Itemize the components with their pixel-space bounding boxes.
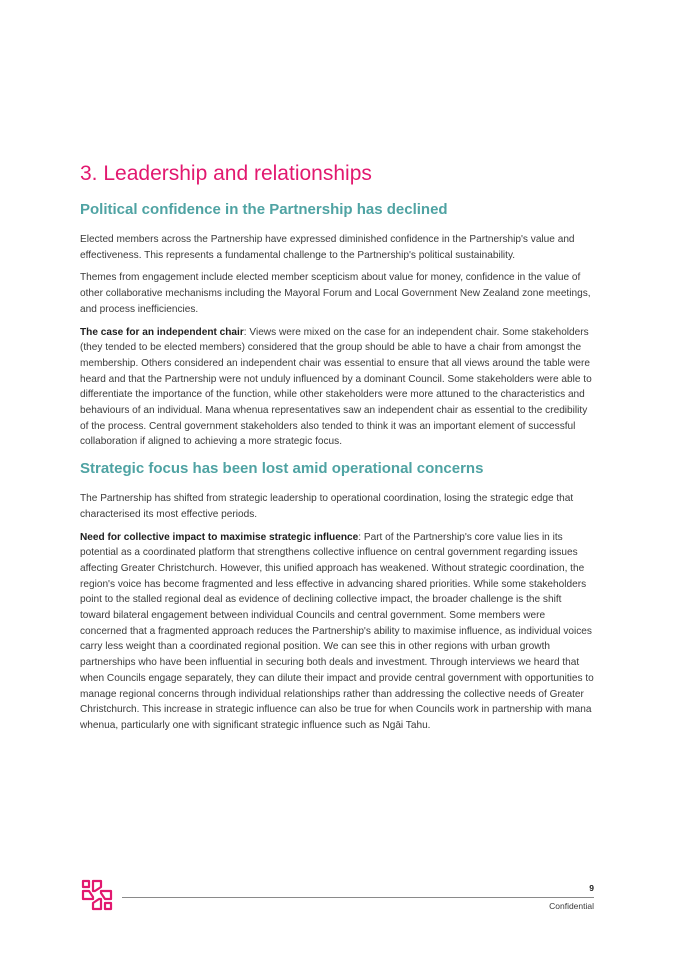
section-title: 3. Leadership and relationships [80,162,372,185]
partnership-logo-icon [80,878,114,912]
independent-chair-paragraph [80,325,594,451]
footer-divider [122,897,594,898]
strategic-paragraph-1: The Partnership has shifted from strategic leadership to operational coordination, losing the strategic edge that characterised its most effective periods. [80,493,574,520]
collective-impact-lead: Need for collective impact to maximise strategic influence [80,531,359,543]
page-number: 9 [589,883,594,893]
page-content [80,160,594,741]
confidential-label: Confidential [549,901,594,911]
collective-impact-paragraph [80,530,594,734]
collective-impact-body: : Part of the Partnership's core value lies in its potential as a coordinated platform that strengthens collective influence on central government regarding issues affecting Greater Christchurch. However, this unified approach has weakened. Without strategic coordination, the region's voice has become fragmented and less effective in advancing shared priorities. While some stakeholders point to the stalled regional deal as evidence of declining collective impact, the broader challenge is the shift toward bilateral engagement between individual Councils and central government. Some members were concerned that a fragmented approach reduces the Partnership's ability to maximise influence, as individual voices carry less weight than a coordinated regional position. We can see this in other regions with urban growth partnerships who have been influential in securing both deals and investment. Through interviews we heard that when Councils engage separately, they can dilute their impact and provide central government with opportunities to manage regional concerns through individual relationships rather than addressing the collective needs of Greater Christchurch. This increase in strategic influence can also be true for when Councils work in partnership with mana whenua, particularly one with significant strategic influence such as Ngāi Tahu. [80,531,594,731]
political-paragraph-1: Elected members across the Partnership have expressed diminished confidence in the Partnership's value and effectiveness. This represents a fundamental challenge to the Partnership's political sustainability. [80,234,575,261]
political-confidence-heading: Political confidence in the Partnership has declined [80,201,448,218]
strategic-focus-heading: Strategic focus has been lost amid operational concerns [80,460,484,478]
independent-chair-body: : Views were mixed on the case for an independent chair. Some stakeholders (they tended to be elected members) considered that the group should be able to have a chair from amongst the membership. Others considered an independent chair was essential to ensure that all views around the table were heard and that the Partnership were not unduly influenced by a dominant Council. Some stakeholders were able to differentiate the importance of the function, while other stakeholders were more attuned to the characteristics and behaviours of an individual. Mana whenua representatives saw an independent chair as essential to the credibility of the process. Central government stakeholders also tended to think it was an important element of successful collaboration if aligned to achieving a more strategic focus. [80,326,592,448]
independent-chair-lead: The case for an independent chair [80,326,244,338]
political-paragraph-2: Themes from engagement include elected member scepticism about value for money, confidence in the value of other collaborative mechanisms including the Mayoral Forum and Local Government New Zealand zone meetings, and process inefficiencies. [80,272,591,315]
